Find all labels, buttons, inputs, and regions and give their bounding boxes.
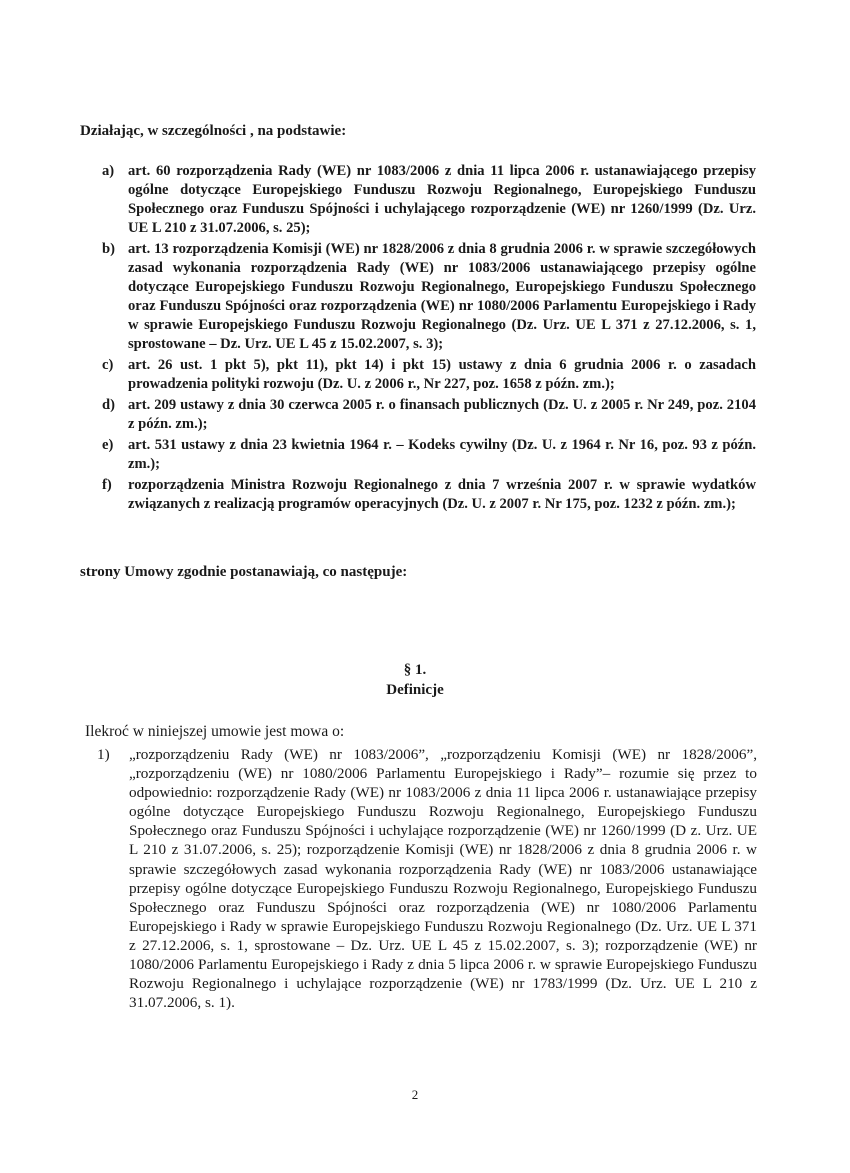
list-marker: d): [102, 397, 115, 413]
list-item-text: rozporządzenia Ministra Rozwoju Regionalnego z dnia 7 września 2007 r. w sprawie wydatków związanych z realizacją programów operacyjnych (Dz. U. z 2007 r. Nr 175, poz. 1232 z późn. zm.);: [128, 477, 756, 512]
section-title: Definicje: [386, 682, 444, 698]
list-item: [80, 356, 756, 394]
list-marker: 1): [97, 746, 110, 763]
section-heading: [0, 660, 830, 700]
list-marker: e): [102, 437, 114, 453]
list-item: [80, 396, 756, 434]
list-item-text: „rozporządzeniu Rady (WE) nr 1083/2006”, „rozporządzeniu Komisji (WE) nr 1828/2006”, „rozporządzeniu (WE) nr 1080/2006 Parlamentu Europejskiego i Rady”– rozumie się przez to odpowiednio: rozporządzenie Rady (WE) nr 1083/2006 z dnia 11 lipca 2006 r. ustanawiające przepisy ogólne dotyczące Europejskiego Funduszu Rozwoju Regionalnego, Europejskiego Funduszu Społecznego oraz Funduszu Spójności i uchylające rozporządzenie (WE) nr 1260/1999 (D z. Urz. UE L 210 z 31.07.2006, s. 25); rozporządzenie Komisji (WE) nr 1828/2006 z dnia 8 grudnia 2006 r. w sprawie szczegółowych zasad wykonania rozporządzenia Rady (WE) nr 1083/2006 ustanawiające przepisy ogólne dotyczące Europejskiego Funduszu Rozwoju Regionalnego, Europejskiego Funduszu Społecznego oraz Funduszu Spójności oraz rozporządzenia (WE) nr 1080/2006 Parlamentu Europejskiego i Rady w sprawie Europejskiego Funduszu Rozwoju Regionalnego (Dz. Urz. UE L 371 z 27.12.2006, s. 1, sprostowane – Dz. Urz. UE L 45 z 15.02.2007, s. 3); rozporządzenie (WE) nr 1080/2006 Parlamentu Europejskiego i Rady z dnia 5 lipca 2006 r. w sprawie Europejskiego Funduszu Rozwoju Regionalnego i uchylające rozporządzenie (WE) nr 1783/1999 (Dz. Urz. UE L 210 z 31.07.2006, s. 1).: [129, 746, 757, 1012]
list-item-text: art. 26 ust. 1 pkt 5), pkt 11), pkt 14) i pkt 15) ustawy z dnia 6 grudnia 2006 r. o zasadach prowadzenia polityki rozwoju (Dz. U. z 2006 r., Nr 227, poz. 1658 z późn. zm.);: [128, 357, 756, 392]
section-number: § 1.: [403, 662, 427, 678]
closing-paragraph: strony Umowy zgodnie postanawiają, co następuje:: [80, 564, 408, 580]
list-item-text: art. 13 rozporządzenia Komisji (WE) nr 1828/2006 z dnia 8 grudnia 2006 r. w sprawie szczegółowych zasad wykonania rozporządzenia Rady (WE) nr 1083/2006 ustanawiającego przepisy ogólne dotyczące Europejskiego Funduszu Rozwoju Regionalnego, Europejskiego Funduszu Społecznego oraz Funduszu Spójności oraz rozporządzenia (WE) nr 1080/2006 Parlamentu Europejskiego i Rady w sprawie Europejskiego Funduszu Rozwoju Regionalnego (Dz. Urz. UE L 371 z 27.12.2006, s. 1, sprostowane – Dz. Urz. UE L 45 z 15.02.2007, s. 3);: [128, 241, 756, 352]
list-marker: a): [102, 163, 115, 179]
list-item: [80, 162, 756, 238]
page-number: 2: [411, 1087, 419, 1102]
definitions-list: [97, 745, 757, 1012]
list-item: [80, 436, 756, 474]
list-item-text: art. 531 ustawy z dnia 23 kwietnia 1964 r. – Kodeks cywilny (Dz. U. z 1964 r. Nr 16, poz. 93 z późn. zm.);: [128, 437, 756, 472]
intro-paragraph: Działając, w szczególności , na podstawie:: [80, 123, 347, 139]
list-marker: c): [102, 357, 114, 373]
list-marker: b): [102, 241, 115, 257]
list-marker: f): [102, 477, 112, 493]
list-item-text: art. 60 rozporządzenia Rady (WE) nr 1083/2006 z dnia 11 lipca 2006 r. ustanawiającego przepisy ogólne dotyczące Europejskiego Funduszu Rozwoju Regionalnego, Europejskiego Funduszu Społecznego oraz Funduszu Spójności i uchylającego rozporządzenie (WE) nr 1260/1999 (Dz. Urz. UE L 210 z 31.07.2006, s. 25);: [128, 163, 756, 236]
definitions-lead: Ilekroć w niniejszej umowie jest mowa o:: [85, 723, 345, 740]
list-item-text: art. 209 ustawy z dnia 30 czerwca 2005 r. o finansach publicznych (Dz. U. z 2005 r. Nr 249, poz. 2104 z późn. zm.);: [128, 397, 756, 432]
list-item: [97, 745, 757, 1012]
list-item: [80, 240, 756, 354]
legal-basis-list: [80, 162, 756, 516]
list-item: [80, 476, 756, 514]
